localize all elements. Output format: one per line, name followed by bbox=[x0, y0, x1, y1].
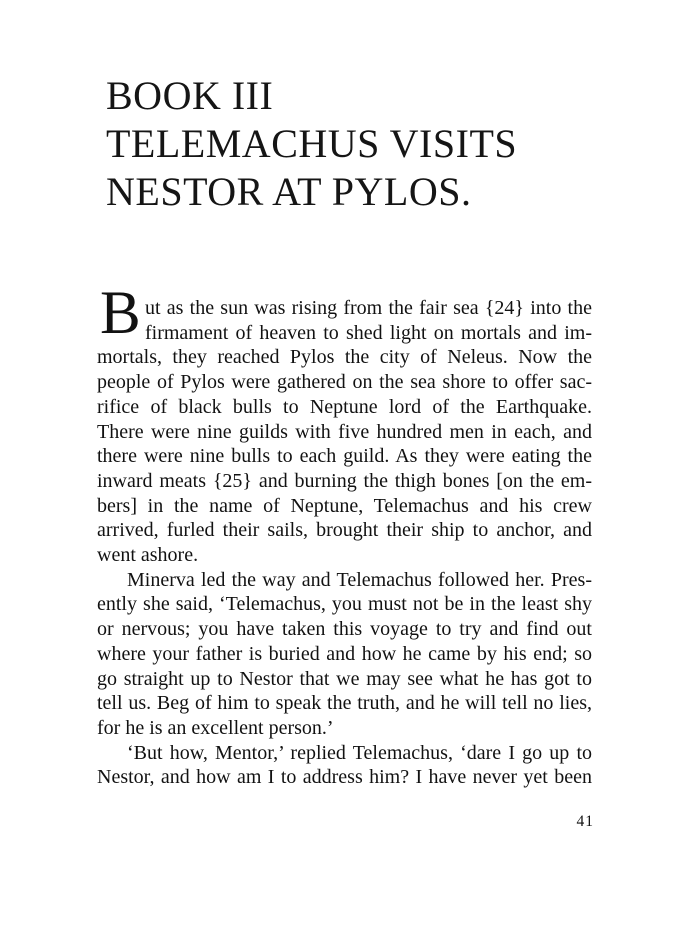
body-line: go straight up to Nestor that we may see what he has got to bbox=[97, 667, 592, 690]
body-line: mortals, they reached Pylos the city of Neleus. Now the bbox=[97, 346, 592, 369]
paragraph bbox=[97, 741, 592, 790]
body-line: there were nine bulls to each guild. As they were eating the bbox=[97, 445, 592, 468]
chapter-title-line: NESTOR AT PYLOS. bbox=[106, 169, 472, 214]
body-line: for he is an excellent person.’ bbox=[97, 716, 334, 739]
chapter-title-line: BOOK III bbox=[106, 73, 274, 118]
body-line: where your father is buried and how he came by his end; so bbox=[97, 642, 592, 665]
body-line: bers] in the name of Neptune, Telemachus and his crew bbox=[97, 494, 592, 517]
body-line: ‘But how, Mentor,’ replied Telemachus, ‘dare I go up to bbox=[127, 741, 592, 764]
body-line: went ashore. bbox=[97, 544, 199, 567]
body-line: arrived, furled their sails, brought their ship to anchor, and bbox=[97, 519, 592, 542]
body-line: or nervous; you have taken this voyage to try and find out bbox=[97, 618, 592, 641]
paragraph bbox=[97, 568, 592, 741]
body-line: firmament of heaven to shed light on mortals and im- bbox=[145, 321, 592, 344]
body-line: ut as the sun was rising from the fair sea {24} into the bbox=[145, 297, 592, 319]
page-number: 41 bbox=[576, 813, 594, 830]
drop-cap: B bbox=[100, 280, 141, 347]
chapter-title-line: TELEMACHUS VISITS bbox=[106, 121, 518, 166]
body-line: people of Pylos were gathered on the sea shore to offer sac- bbox=[97, 371, 592, 394]
paragraph bbox=[97, 280, 592, 568]
body-text bbox=[97, 280, 592, 790]
body-line: tell us. Beg of him to speak the truth, and he will tell no lies, bbox=[97, 692, 592, 715]
body-line: inward meats {25} and burning the thigh bones [on the em- bbox=[97, 469, 592, 492]
chapter-title bbox=[106, 72, 517, 216]
body-line: rifice of black bulls to Neptune lord of the Earthquake. bbox=[97, 395, 592, 418]
body-line: ently she said, ‘Telemachus, you must not be in the least shy bbox=[97, 593, 592, 616]
body-line: Nestor, and how am I to address him? I have never yet been bbox=[97, 766, 592, 789]
body-line: There were nine guilds with five hundred men in each, and bbox=[97, 420, 592, 443]
body-line: Minerva led the way and Telemachus followed her. Pres- bbox=[127, 568, 592, 591]
